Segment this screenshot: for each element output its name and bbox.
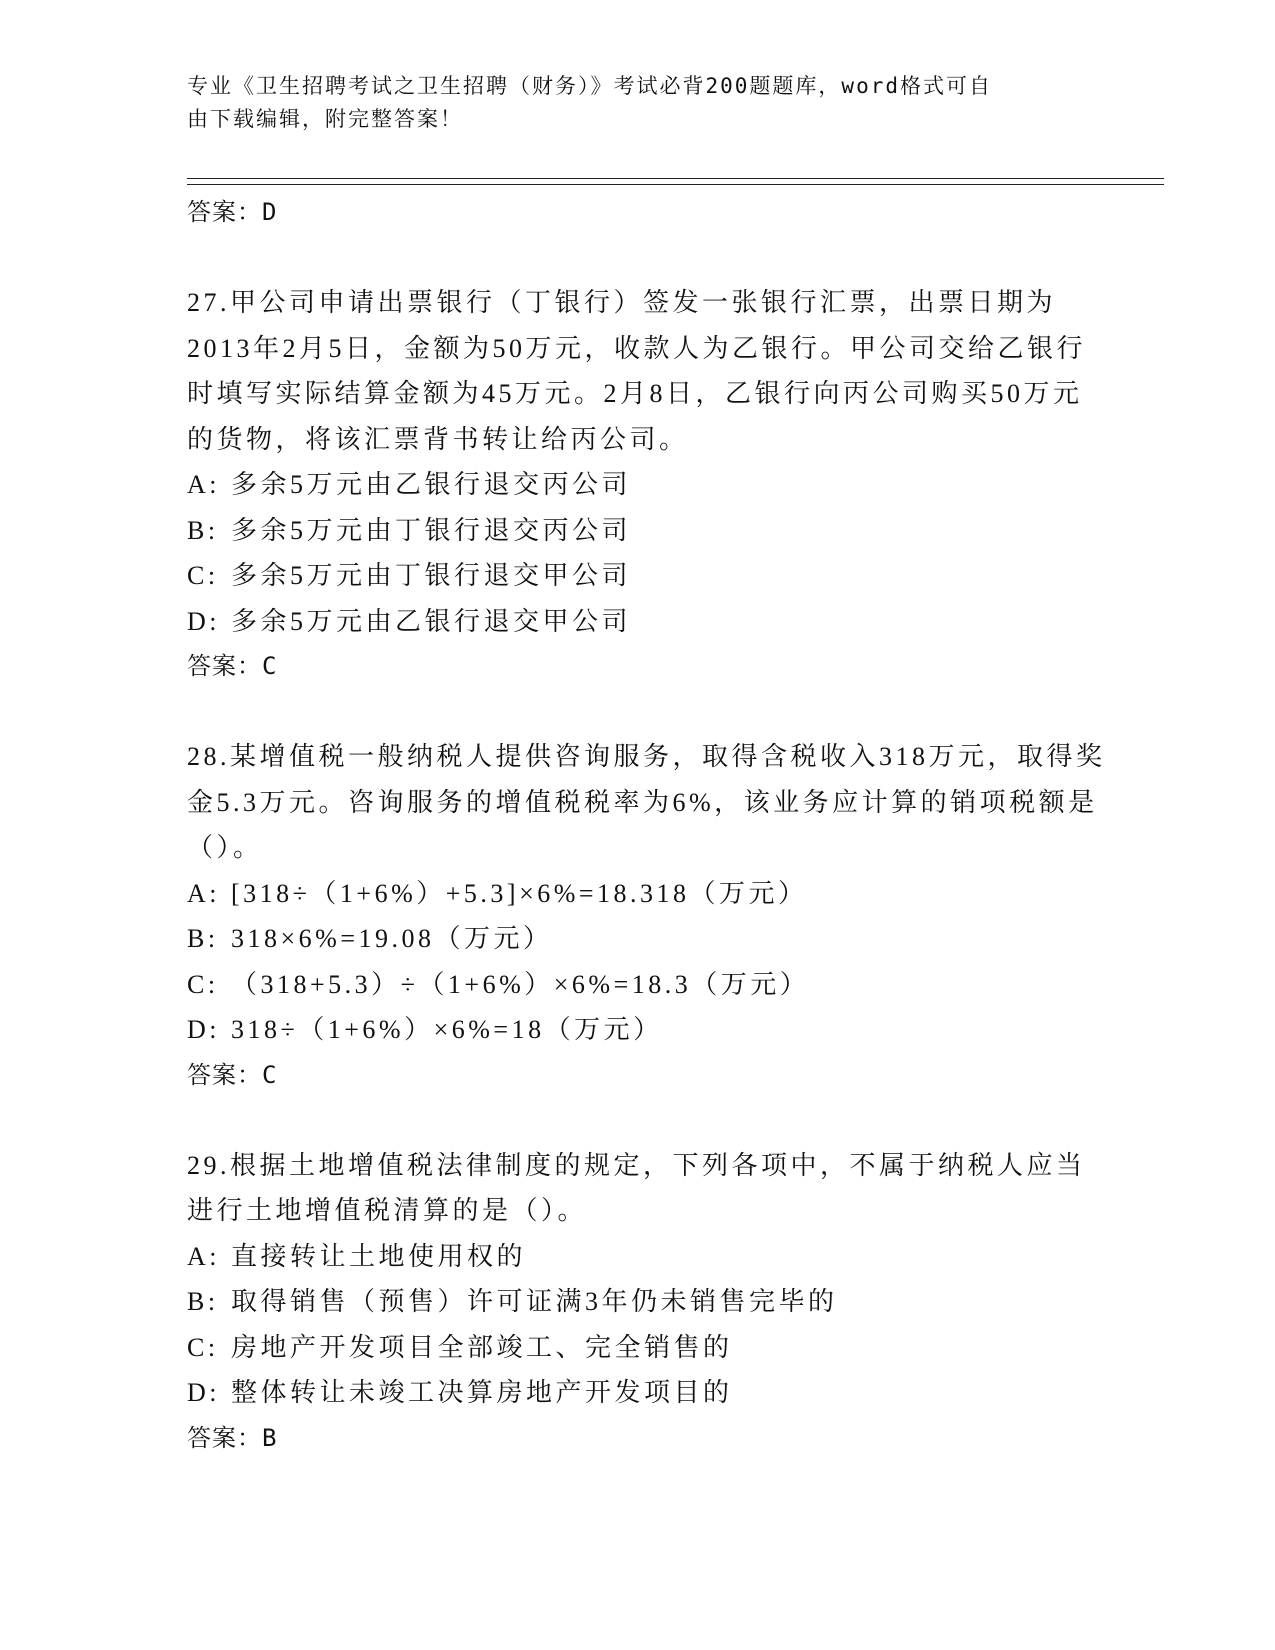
- option-a: [187, 462, 1107, 508]
- header-rule-bottom: [187, 184, 1164, 185]
- previous-answer: 答案：D: [187, 198, 278, 226]
- option-text: 整体转让未竣工决算房地产开发项目的: [231, 1378, 733, 1407]
- option-c: [187, 553, 1107, 599]
- answer-label: 答案：C: [187, 652, 278, 680]
- option-text: 多余5万元由丁银行退交甲公司: [231, 561, 632, 590]
- header-line-1: 专业《卫生招聘考试之卫生招聘（财务）》考试必背200题题库，word格式可自: [187, 74, 992, 98]
- document-header: [187, 70, 1087, 136]
- option-c: [187, 962, 1107, 1008]
- option-letter: D:: [187, 1015, 220, 1044]
- option-text: 多余5万元由乙银行退交丙公司: [231, 470, 632, 499]
- option-letter: A:: [187, 878, 220, 908]
- option-b: [187, 508, 1107, 554]
- option-text: （318+5.3）÷（1+6%）×6%=18.3（万元）: [231, 969, 810, 999]
- option-text: 318÷（1+6%）×6%=18（万元）: [231, 1015, 663, 1044]
- header-rule-top: [187, 178, 1164, 179]
- option-letter: B:: [187, 924, 219, 953]
- option-letter: D:: [187, 1378, 220, 1407]
- option-text: [318÷（1+6%）+5.3]×6%=18.318（万元）: [231, 878, 808, 908]
- question-text: 29.根据土地增值税法律制度的规定，下列各项中，不属于纳税人应当进行土地增值税清算的是（）。: [187, 1150, 1086, 1225]
- option-text: 直接转让土地使用权的: [231, 1241, 527, 1271]
- question-27: [187, 280, 1107, 689]
- question-text: 28.某增值税一般纳税人提供咨询服务，取得含税收入318万元，取得奖金5.3万元。咨询服务的增值税税率为6%，该业务应计算的销项税额是（）。: [187, 742, 1106, 862]
- option-a: [187, 871, 1107, 917]
- option-a: [187, 1234, 1107, 1280]
- option-letter: C:: [187, 561, 219, 590]
- header-line-2: 由下载编辑，附完整答案！: [187, 107, 463, 131]
- question-list: [187, 190, 1107, 1461]
- option-d: [187, 1370, 1107, 1416]
- option-letter: A:: [187, 1241, 220, 1271]
- option-letter: C:: [187, 969, 219, 999]
- option-b: [187, 916, 1107, 962]
- option-text: 多余5万元由乙银行退交甲公司: [231, 606, 632, 636]
- option-letter: B:: [187, 515, 219, 545]
- option-text: 多余5万元由丁银行退交丙公司: [231, 515, 632, 545]
- answer-label: 答案：C: [187, 1060, 278, 1089]
- option-b: [187, 1279, 1107, 1325]
- option-c: [187, 1325, 1107, 1371]
- option-letter: D:: [187, 606, 220, 636]
- question-29: [187, 1143, 1107, 1461]
- question-text: 27.甲公司申请出票银行（丁银行）签发一张银行汇票，出票日期为2013年2月5日，金额为50万元，收款人为乙银行。甲公司交给乙银行时填写实际结算金额为45万元。2月8日，乙银行向丙公司购买50万元的货物，将该汇票背书转让给丙公司。: [187, 288, 1087, 454]
- option-letter: C:: [187, 1332, 219, 1362]
- option-text: 房地产开发项目全部竣工、完全销售的: [231, 1332, 733, 1362]
- option-text: 取得销售（预售）许可证满3年仍未销售完毕的: [231, 1287, 838, 1316]
- option-text: 318×6%=19.08（万元）: [231, 924, 553, 953]
- answer-label: 答案：B: [187, 1423, 278, 1452]
- option-d: [187, 1007, 1107, 1053]
- option-letter: A:: [187, 470, 220, 499]
- question-28: [187, 734, 1107, 1098]
- option-d: [187, 599, 1107, 645]
- option-letter: B:: [187, 1287, 219, 1316]
